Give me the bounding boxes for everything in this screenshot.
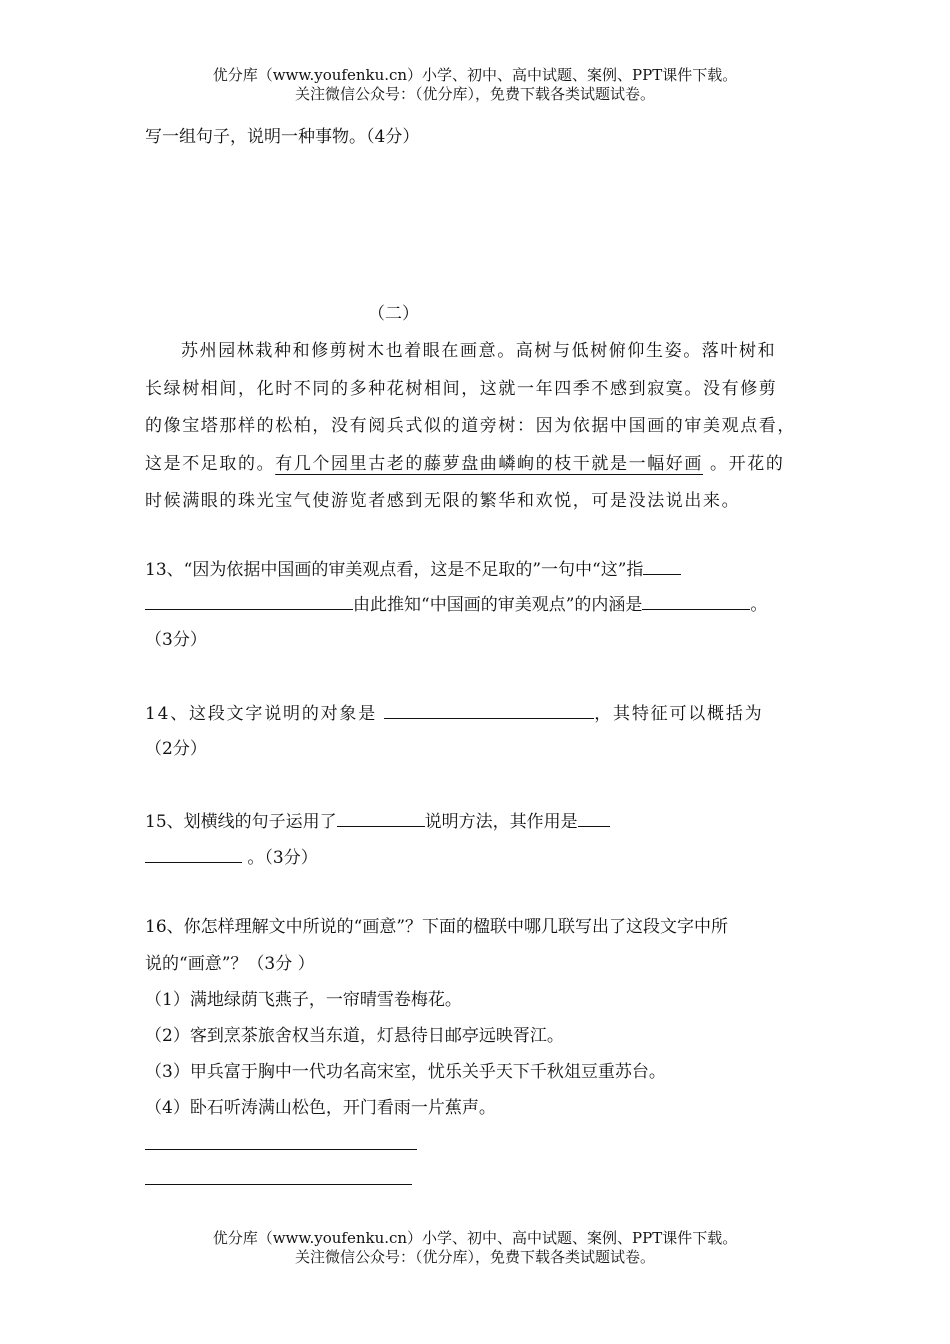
- question-15-text: 15、划横线的句子运用了: [145, 812, 337, 832]
- couplet-option-2: （2）客到烹茶旅舍权当东道，灯悬待日邮亭远映胥江。: [145, 1026, 564, 1046]
- answer-blank-13b[interactable]: [145, 591, 353, 610]
- passage-line-3: 的像宝塔那样的松柏，没有阅兵式似的道旁树：因为依据中国画的审美观点看，: [145, 416, 796, 436]
- passage-line-4: [145, 446, 815, 484]
- question-13-score: （3分）: [145, 630, 207, 650]
- header-line-1: 优分库（www.youfenku.cn）小学、初中、高中试题、案例、PPT课件下载。: [212, 66, 738, 84]
- page-footer: [0, 1229, 950, 1267]
- answer-blank-13a[interactable]: [643, 556, 681, 575]
- passage-line-1: 苏州园林栽种和修剪树木也着眼在画意。高树与低树俯仰生姿。落叶树和: [181, 341, 777, 361]
- couplet-option-3: （3）甲兵富于胸中一代功名高宋室，忧乐关乎天下千秋俎豆重苏台。: [145, 1062, 666, 1082]
- answer-blank-15b[interactable]: [578, 808, 610, 827]
- question-14-score: （2分）: [145, 739, 207, 759]
- question-15-line-1: [145, 808, 610, 834]
- question-14-feature: ，其特征可以概括为: [594, 704, 764, 724]
- question-15-line-2: [145, 844, 318, 870]
- underlined-sentence: 有几个园里古老的藤萝盘曲嶙峋的枝干就是一幅好画: [275, 453, 704, 474]
- passage-line-2: 长绿树相间，化时不同的多种花树相间，这就一年四季不感到寂寞。没有修剪: [145, 378, 778, 399]
- question-14-line-1: [145, 700, 763, 726]
- couplet-option-4: （4）卧石听涛满山松色，开门看雨一片蕉声。: [145, 1098, 496, 1118]
- question-13-line-1: [145, 556, 681, 582]
- question-15-effect: 说明方法，其作用是: [424, 812, 578, 832]
- question-13-inference: 由此推知“中国画的审美观点”的内涵是: [353, 595, 643, 615]
- question-14-text: 14、这段文字说明的对象是: [145, 704, 385, 724]
- couplet-option-1: （1）满地绿荫飞燕子，一帘晴雪卷梅花。: [145, 990, 462, 1010]
- question-16-line-2: 说的“画意”？（3分 ）: [145, 954, 315, 974]
- footer-line-2: 关注微信公众号：（优分库），免费下载各类试题试卷。: [294, 1248, 655, 1266]
- page-header: [0, 66, 950, 104]
- header-line-2: 关注微信公众号：（优分库），免费下载各类试题试卷。: [294, 85, 655, 103]
- answer-blank-14a[interactable]: [384, 700, 594, 719]
- answer-blank-15c[interactable]: [145, 844, 242, 863]
- answer-blank-15a[interactable]: [337, 808, 425, 827]
- answer-blank-13c[interactable]: [642, 591, 750, 610]
- question-16-line-1: 16、你怎样理解文中所说的“画意”？下面的楹联中哪几联写出了这段文字中所: [145, 917, 729, 937]
- question-13-end: 。: [750, 595, 768, 615]
- question-15-score: 。（3分）: [242, 848, 318, 868]
- passage: [145, 333, 815, 521]
- passage-line-4-end: 。开花的: [703, 453, 785, 474]
- intro-task: 写一组句子，说明一种事物。（4分）: [145, 127, 420, 147]
- passage-line-4-start: 这是不足取的。: [145, 453, 276, 474]
- question-13-text: 13、“因为依据中国画的审美观点看，这是不足取的”一句中“这”指: [145, 560, 644, 580]
- footer-line-1: 优分库（www.youfenku.cn）小学、初中、高中试题、案例、PPT课件下载。: [212, 1229, 738, 1247]
- passage-line-5: 时候满眼的珠光宝气使游览者感到无限的繁华和欢悦，可是没法说出来。: [145, 491, 741, 511]
- answer-line-16a[interactable]: [145, 1149, 417, 1150]
- section-title: （二）: [368, 304, 419, 324]
- question-13-line-2: [145, 591, 767, 617]
- answer-line-16b[interactable]: [145, 1184, 412, 1185]
